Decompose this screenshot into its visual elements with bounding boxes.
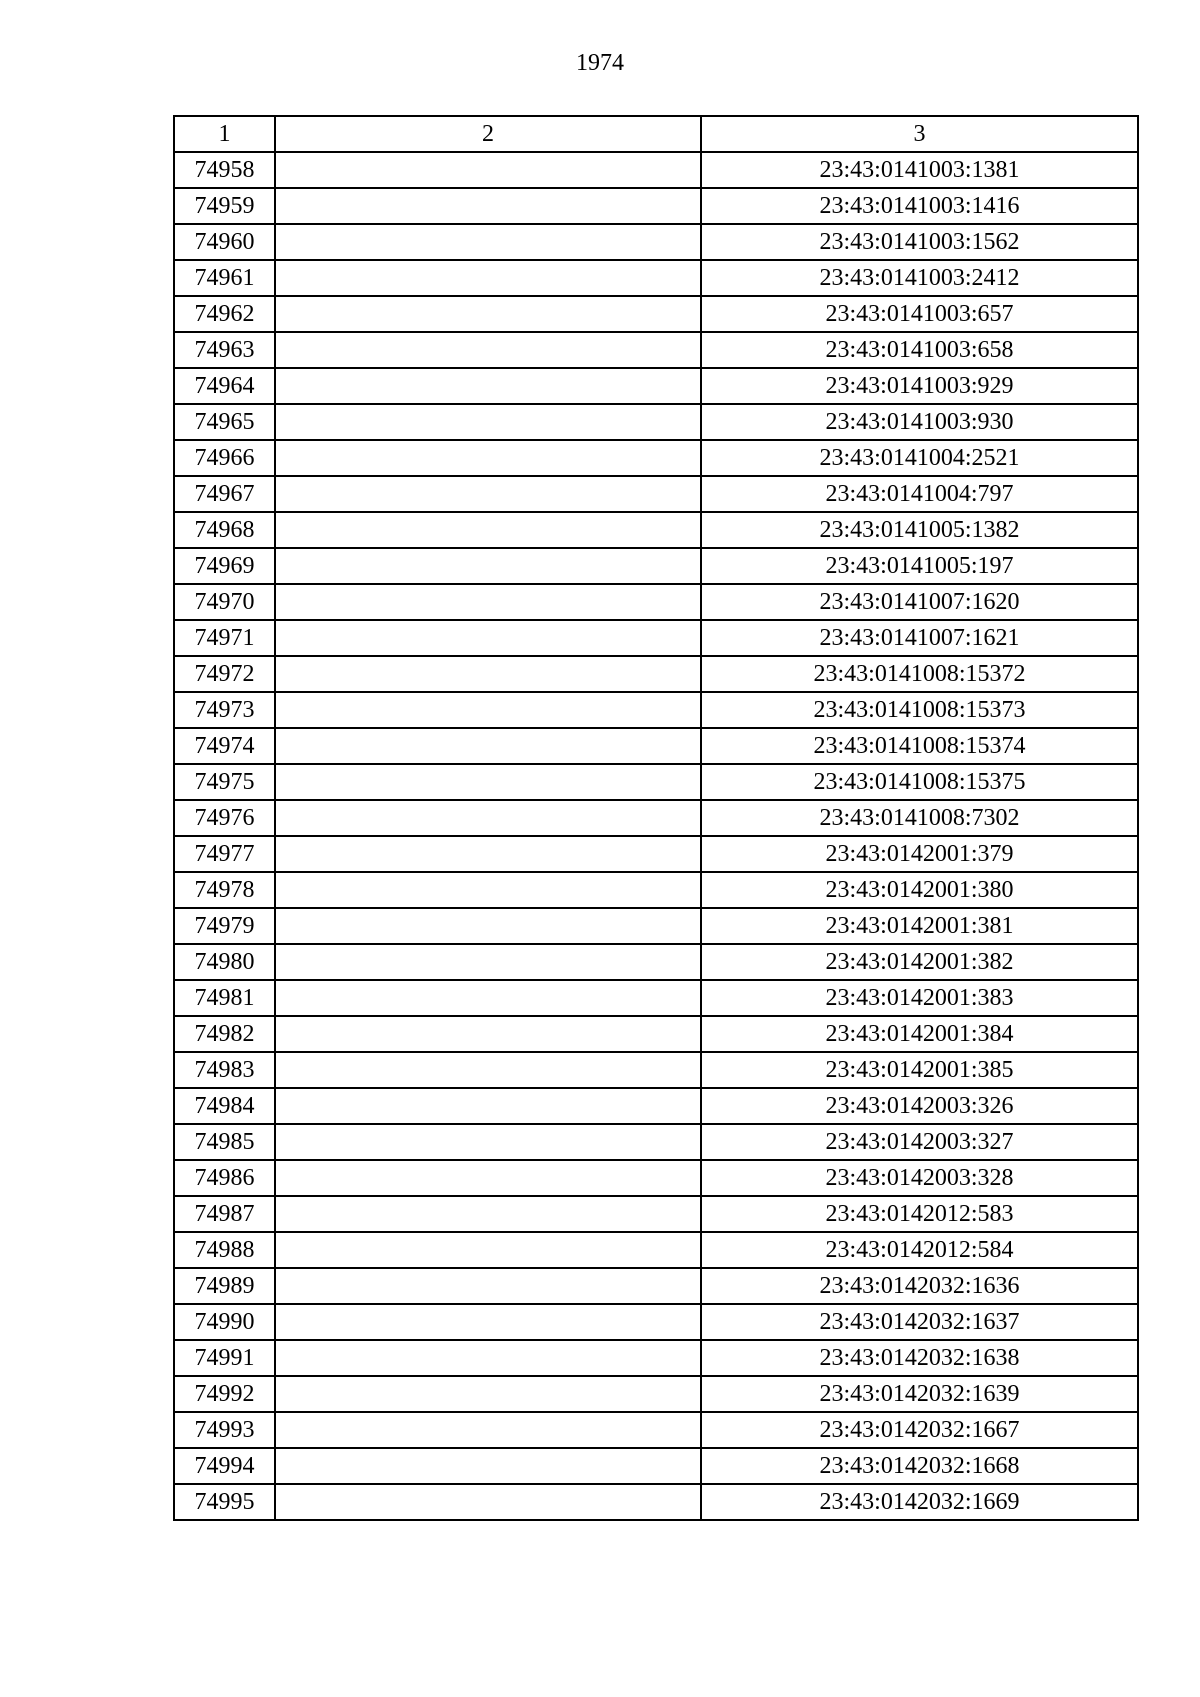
header-cell-2: 2 <box>275 116 701 152</box>
table-cell-col-2 <box>275 260 701 296</box>
table-cell-col-3: 23:43:0141008:15372 <box>701 656 1138 692</box>
table-row <box>174 1052 1138 1088</box>
table-cell-col-1: 74983 <box>174 1052 275 1088</box>
table-cell-col-3: 23:43:0142032:1668 <box>701 1448 1138 1484</box>
table-cell-col-3: 23:43:0142032:1638 <box>701 1340 1138 1376</box>
table-cell-col-2 <box>275 1268 701 1304</box>
table-cell-col-3: 23:43:0142001:379 <box>701 836 1138 872</box>
table-cell-col-3: 23:43:0142032:1636 <box>701 1268 1138 1304</box>
table-cell-col-3: 23:43:0142001:380 <box>701 872 1138 908</box>
table-cell-col-3: 23:43:0141008:15373 <box>701 692 1138 728</box>
table-cell-col-3: 23:43:0142001:382 <box>701 944 1138 980</box>
table-cell-col-2 <box>275 512 701 548</box>
table-row <box>174 512 1138 548</box>
table-row <box>174 656 1138 692</box>
table-cell-col-2 <box>275 1448 701 1484</box>
table-cell-col-3: 23:43:0141003:657 <box>701 296 1138 332</box>
table-row <box>174 152 1138 188</box>
table-cell-col-1: 74976 <box>174 800 275 836</box>
table-cell-col-1: 74980 <box>174 944 275 980</box>
table-cell-col-3: 23:43:0142032:1669 <box>701 1484 1138 1520</box>
table-cell-col-1: 74963 <box>174 332 275 368</box>
table-row <box>174 1412 1138 1448</box>
table-cell-col-1: 74962 <box>174 296 275 332</box>
table-cell-col-1: 74985 <box>174 1124 275 1160</box>
table-cell-col-2 <box>275 656 701 692</box>
table-row <box>174 188 1138 224</box>
table-cell-col-2 <box>275 764 701 800</box>
table-row <box>174 368 1138 404</box>
page-number: 1974 <box>576 50 624 76</box>
table-cell-col-3: 23:43:0141003:930 <box>701 404 1138 440</box>
table-cell-col-2 <box>275 404 701 440</box>
table-cell-col-1: 74969 <box>174 548 275 584</box>
table-row <box>174 620 1138 656</box>
table-cell-col-1: 74961 <box>174 260 275 296</box>
table-cell-col-3: 23:43:0141008:7302 <box>701 800 1138 836</box>
table-row <box>174 1016 1138 1052</box>
table-cell-col-1: 74972 <box>174 656 275 692</box>
table-cell-col-2 <box>275 872 701 908</box>
table-row <box>174 728 1138 764</box>
table-cell-col-3: 23:43:0141003:658 <box>701 332 1138 368</box>
table-cell-col-3: 23:43:0142001:381 <box>701 908 1138 944</box>
table-cell-col-2 <box>275 692 701 728</box>
table-cell-col-3: 23:43:0141007:1620 <box>701 584 1138 620</box>
table-cell-col-3: 23:43:0142001:385 <box>701 1052 1138 1088</box>
table-cell-col-1: 74988 <box>174 1232 275 1268</box>
table-cell-col-3: 23:43:0142003:327 <box>701 1124 1138 1160</box>
table-cell-col-2 <box>275 332 701 368</box>
table-cell-col-3: 23:43:0142032:1667 <box>701 1412 1138 1448</box>
table-row <box>174 1124 1138 1160</box>
table-cell-col-2 <box>275 1376 701 1412</box>
table-cell-col-3: 23:43:0141008:15375 <box>701 764 1138 800</box>
table-cell-col-2 <box>275 1412 701 1448</box>
table-cell-col-1: 74965 <box>174 404 275 440</box>
table-cell-col-1: 74987 <box>174 1196 275 1232</box>
table-cell-col-3: 23:43:0141004:797 <box>701 476 1138 512</box>
table-row <box>174 1160 1138 1196</box>
table-row <box>174 980 1138 1016</box>
table-cell-col-1: 74979 <box>174 908 275 944</box>
table-cell-col-1: 74992 <box>174 1376 275 1412</box>
table-cell-col-2 <box>275 1088 701 1124</box>
table-cell-col-2 <box>275 728 701 764</box>
table-row <box>174 800 1138 836</box>
table-cell-col-1: 74959 <box>174 188 275 224</box>
table-cell-col-1: 74993 <box>174 1412 275 1448</box>
table-cell-col-1: 74978 <box>174 872 275 908</box>
table-body <box>174 152 1138 1520</box>
table-cell-col-1: 74970 <box>174 584 275 620</box>
table-cell-col-3: 23:43:0141003:1562 <box>701 224 1138 260</box>
table-row <box>174 1268 1138 1304</box>
table-row <box>174 908 1138 944</box>
table-row <box>174 764 1138 800</box>
table-cell-col-2 <box>275 800 701 836</box>
table-cell-col-3: 23:43:0141004:2521 <box>701 440 1138 476</box>
table-cell-col-3: 23:43:0141003:1416 <box>701 188 1138 224</box>
table-cell-col-1: 74989 <box>174 1268 275 1304</box>
table-cell-col-2 <box>275 620 701 656</box>
table-cell-col-2 <box>275 908 701 944</box>
table-cell-col-2 <box>275 368 701 404</box>
table-row <box>174 1376 1138 1412</box>
header-row <box>174 116 1138 152</box>
data-table <box>173 115 1139 1521</box>
table-cell-col-1: 74966 <box>174 440 275 476</box>
table-cell-col-1: 74971 <box>174 620 275 656</box>
table-row <box>174 404 1138 440</box>
table-cell-col-3: 23:43:0141005:197 <box>701 548 1138 584</box>
table-cell-col-3: 23:43:0141005:1382 <box>701 512 1138 548</box>
table-cell-col-1: 74982 <box>174 1016 275 1052</box>
table-row <box>174 548 1138 584</box>
table-cell-col-1: 74986 <box>174 1160 275 1196</box>
table-row <box>174 836 1138 872</box>
table-cell-col-3: 23:43:0142001:384 <box>701 1016 1138 1052</box>
table-cell-col-1: 74968 <box>174 512 275 548</box>
table-cell-col-2 <box>275 1196 701 1232</box>
table-row <box>174 332 1138 368</box>
table-row <box>174 1232 1138 1268</box>
table-cell-col-1: 74958 <box>174 152 275 188</box>
table-cell-col-1: 74967 <box>174 476 275 512</box>
table-row <box>174 1088 1138 1124</box>
table-cell-col-2 <box>275 1340 701 1376</box>
table-cell-col-2 <box>275 1304 701 1340</box>
table-row <box>174 1196 1138 1232</box>
table-cell-col-3: 23:43:0142012:584 <box>701 1232 1138 1268</box>
table-cell-col-3: 23:43:0142003:328 <box>701 1160 1138 1196</box>
table-cell-col-1: 74977 <box>174 836 275 872</box>
table-cell-col-3: 23:43:0142012:583 <box>701 1196 1138 1232</box>
table-cell-col-3: 23:43:0142003:326 <box>701 1088 1138 1124</box>
table-header <box>174 116 1138 152</box>
table-cell-col-2 <box>275 1484 701 1520</box>
table-cell-col-1: 74990 <box>174 1304 275 1340</box>
table-row <box>174 1340 1138 1376</box>
table-cell-col-2 <box>275 296 701 332</box>
table-cell-col-3: 23:43:0142032:1637 <box>701 1304 1138 1340</box>
table-cell-col-2 <box>275 1160 701 1196</box>
table-cell-col-2 <box>275 1016 701 1052</box>
table-cell-col-2 <box>275 944 701 980</box>
table-row <box>174 872 1138 908</box>
table-cell-col-1: 74994 <box>174 1448 275 1484</box>
table-cell-col-1: 74964 <box>174 368 275 404</box>
table-row <box>174 440 1138 476</box>
table-cell-col-1: 74995 <box>174 1484 275 1520</box>
table-row <box>174 260 1138 296</box>
table-cell-col-1: 74975 <box>174 764 275 800</box>
table-cell-col-3: 23:43:0141008:15374 <box>701 728 1138 764</box>
table-cell-col-3: 23:43:0142032:1639 <box>701 1376 1138 1412</box>
table-row <box>174 224 1138 260</box>
header-cell-1: 1 <box>174 116 275 152</box>
table-row <box>174 944 1138 980</box>
table-cell-col-2 <box>275 1232 701 1268</box>
table-cell-col-2 <box>275 1124 701 1160</box>
table-cell-col-3: 23:43:0141003:929 <box>701 368 1138 404</box>
table-cell-col-1: 74973 <box>174 692 275 728</box>
table-row <box>174 1304 1138 1340</box>
table-cell-col-2 <box>275 980 701 1016</box>
table-cell-col-1: 74991 <box>174 1340 275 1376</box>
table-row <box>174 296 1138 332</box>
table-cell-col-1: 74981 <box>174 980 275 1016</box>
table-row <box>174 692 1138 728</box>
header-cell-3: 3 <box>701 116 1138 152</box>
table-cell-col-1: 74984 <box>174 1088 275 1124</box>
table-cell-col-3: 23:43:0141003:1381 <box>701 152 1138 188</box>
table-cell-col-3: 23:43:0141003:2412 <box>701 260 1138 296</box>
table-row <box>174 1484 1138 1520</box>
table-row <box>174 1448 1138 1484</box>
table-cell-col-1: 74960 <box>174 224 275 260</box>
table-cell-col-2 <box>275 476 701 512</box>
table-cell-col-1: 74974 <box>174 728 275 764</box>
table-cell-col-2 <box>275 836 701 872</box>
table-cell-col-2 <box>275 224 701 260</box>
table-cell-col-3: 23:43:0141007:1621 <box>701 620 1138 656</box>
table-cell-col-2 <box>275 188 701 224</box>
table-cell-col-3: 23:43:0142001:383 <box>701 980 1138 1016</box>
table-cell-col-2 <box>275 1052 701 1088</box>
table-cell-col-2 <box>275 152 701 188</box>
table-cell-col-2 <box>275 584 701 620</box>
table-cell-col-2 <box>275 440 701 476</box>
table-row <box>174 476 1138 512</box>
table-cell-col-2 <box>275 548 701 584</box>
table-row <box>174 584 1138 620</box>
